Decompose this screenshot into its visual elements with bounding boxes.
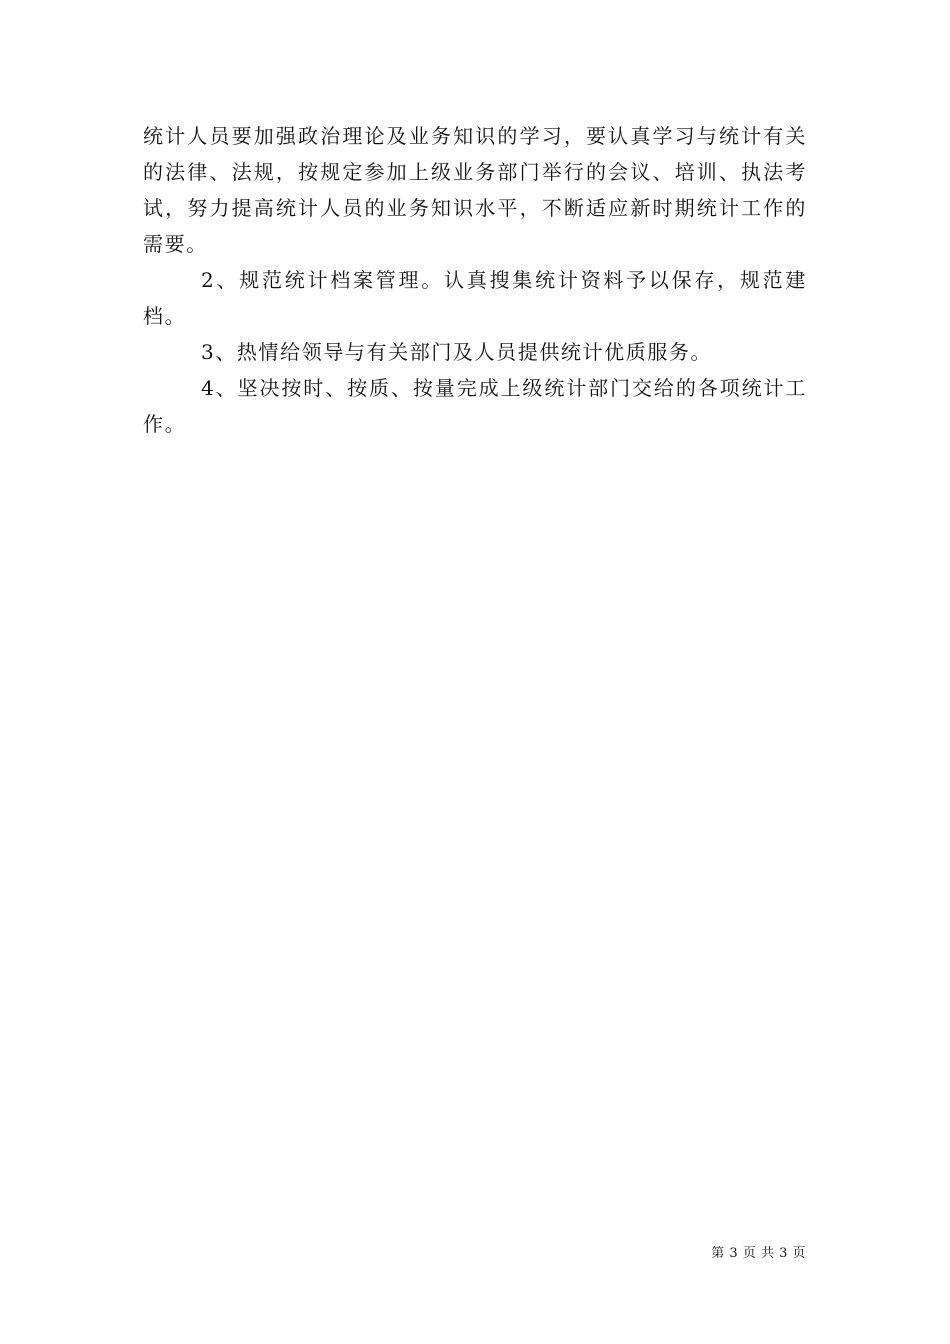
paragraph-item-2: 2、规范统计档案管理。认真搜集统计资料予以保存，规范建档。 [143, 268, 807, 328]
page-number-footer: 第 3 页 共 3 页 [711, 1246, 806, 1261]
document-body [143, 118, 807, 442]
paragraph-item-4: 4、坚决按时、按质、按量完成上级统计部门交给的各项统计工作。 [143, 376, 807, 436]
paragraph-continuation: 统计人员要加强政治理论及业务知识的学习，要认真学习与统计有关的法律、法规，按规定参加上级业务部门举行的会议、培训、执法考试，努力提高统计人员的业务知识水平，不断适应新时期统计工作的需要。 [143, 124, 807, 256]
paragraph-item-3: 3、热情给领导与有关部门及人员提供统计优质服务。 [201, 340, 713, 364]
